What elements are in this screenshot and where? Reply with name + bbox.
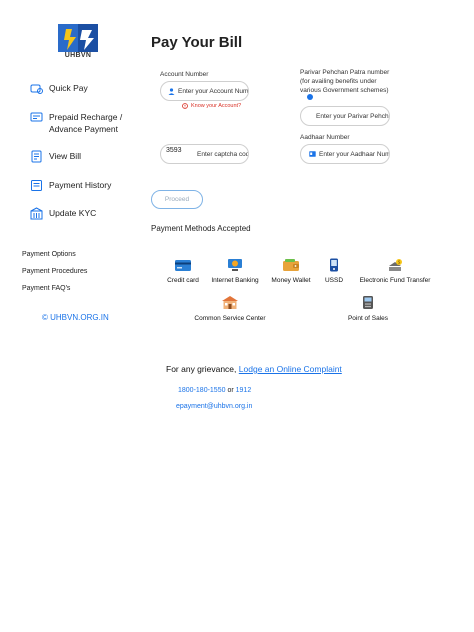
- quick-pay-icon: [30, 82, 43, 95]
- ppp-number-input[interactable]: [316, 113, 389, 120]
- support-email-link[interactable]: epayment@uhbvn.org.in: [176, 403, 253, 410]
- captcha-input[interactable]: [197, 151, 248, 158]
- know-your-account-label: Know your Account?: [191, 103, 242, 109]
- method-money-wallet: [268, 258, 314, 284]
- method-label: Common Service Center: [194, 315, 266, 322]
- grievance-text: [166, 364, 342, 374]
- svg-text:$: $: [397, 260, 401, 266]
- proceed-button[interactable]: Proceed: [151, 190, 203, 209]
- helpline-phone-1[interactable]: 1800-180-1550: [178, 387, 226, 394]
- aadhaar-number-label: Aadhaar Number: [300, 134, 350, 141]
- payment-methods-title: Payment Methods Accepted: [151, 224, 251, 233]
- sidebar-item-quick-pay[interactable]: [30, 82, 88, 95]
- sidebar-item-prepaid-recharge[interactable]: [30, 111, 140, 135]
- page-title: Pay Your Bill: [151, 34, 243, 51]
- aadhaar-number-field[interactable]: [300, 144, 390, 164]
- id-card-icon: [309, 151, 316, 157]
- wallet-icon: [268, 258, 314, 274]
- payment-procedures-link[interactable]: Payment Procedures: [22, 268, 88, 275]
- sidebar-item-label: Quick Pay: [49, 83, 88, 93]
- ppp-number-field[interactable]: [300, 106, 390, 126]
- method-label: Electronic Fund Transfer: [359, 277, 431, 284]
- account-number-label: Account Number: [160, 71, 209, 78]
- view-bill-icon: [30, 150, 43, 163]
- sidebar-item-label: Update KYC: [49, 208, 97, 218]
- sidebar-item-update-kyc[interactable]: [30, 207, 96, 220]
- lodge-complaint-link[interactable]: Lodge an Online Complaint: [238, 364, 342, 374]
- method-label: Credit card: [167, 277, 199, 284]
- method-internet-banking: [206, 258, 264, 284]
- copyright: © UHBVN.ORG.IN: [42, 313, 109, 322]
- info-icon: [307, 87, 313, 105]
- method-label: USSD: [324, 277, 344, 284]
- ussd-icon: [322, 258, 346, 274]
- helpline-numbers: [178, 387, 251, 394]
- method-label: Point of Sales: [347, 315, 389, 322]
- helpline-phone-2[interactable]: 1912: [235, 387, 252, 394]
- method-label: Internet Banking: [211, 277, 259, 284]
- sidebar-item-label: Payment History: [49, 180, 112, 190]
- payment-faq-link[interactable]: Payment FAQ's: [22, 285, 71, 292]
- payment-history-icon: [30, 179, 43, 192]
- help-icon: [182, 103, 188, 109]
- internet-banking-icon: [206, 258, 264, 274]
- aadhaar-number-input[interactable]: [319, 151, 389, 158]
- user-icon: [168, 88, 175, 95]
- know-your-account-link[interactable]: [182, 103, 241, 109]
- fund-transfer-icon: [354, 258, 436, 274]
- ppp-number-label: Parivar Pehchan Patra number (for availing benefits under various Government schemes): [300, 69, 390, 94]
- service-center-icon: [188, 295, 272, 312]
- payment-options-link[interactable]: Payment Options: [22, 251, 76, 258]
- update-kyc-icon: [30, 207, 43, 220]
- method-label: Money Wallet: [271, 277, 311, 284]
- sidebar-item-view-bill[interactable]: [30, 150, 81, 163]
- credit-card-icon: [162, 258, 204, 274]
- captcha-code: 3593: [166, 147, 182, 154]
- sidebar-item-payment-history[interactable]: [30, 179, 111, 192]
- account-number-field[interactable]: [160, 81, 249, 101]
- method-common-service-center: [188, 295, 272, 322]
- grievance-prefix: For any grievance,: [166, 364, 237, 374]
- logo-text: UHBVN: [64, 52, 92, 59]
- method-point-of-sales: [344, 295, 392, 322]
- account-number-input[interactable]: [178, 88, 248, 95]
- or-text: or: [227, 387, 234, 394]
- method-ussd: [322, 258, 346, 284]
- method-credit-card: [162, 258, 204, 284]
- method-electronic-fund-transfer: [354, 258, 436, 284]
- pos-icon: [344, 295, 392, 312]
- sidebar-item-label: Prepaid Recharge / Advance Payment: [49, 112, 123, 134]
- sidebar-item-label: View Bill: [49, 151, 81, 161]
